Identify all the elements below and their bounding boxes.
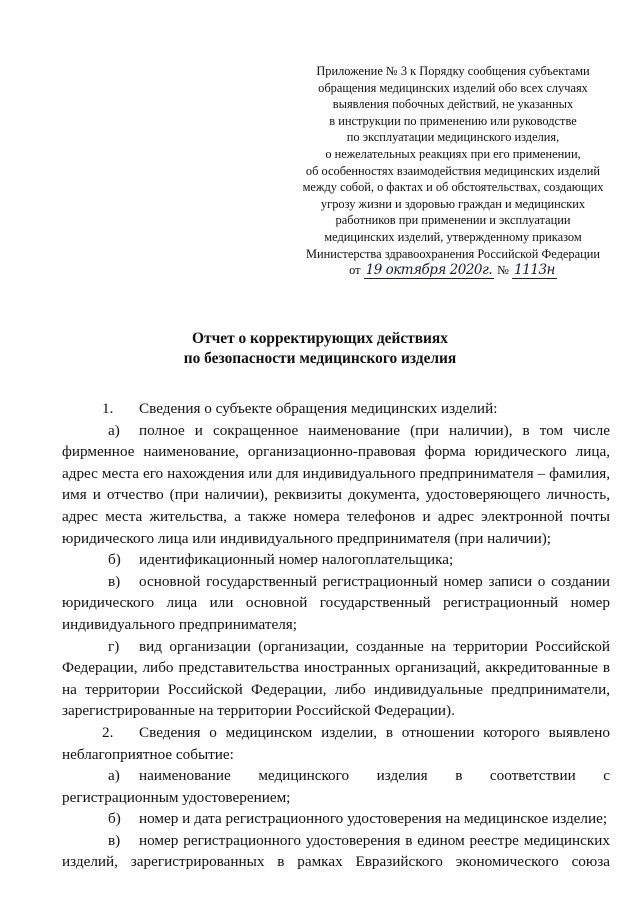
item-text: наименование медицинского изделия в соответствии с регистрационным удостоверением; bbox=[62, 767, 610, 806]
item-label: а) bbox=[108, 421, 120, 439]
item-1g bbox=[62, 636, 610, 722]
section-text: Сведения о медицинском изделии, в отношении которого выявлено неблагоприятное событие: bbox=[62, 723, 610, 763]
section-number: 1. bbox=[102, 400, 114, 417]
report-body bbox=[62, 398, 610, 873]
handwritten-number: 1113н bbox=[514, 262, 555, 279]
title-line-1: Отчет о корректирующих действиях bbox=[192, 330, 448, 347]
section-text: Сведения о субъекте обращения медицинских изделий: bbox=[139, 400, 498, 417]
item-label: а) bbox=[108, 767, 120, 785]
section-number: 2. bbox=[102, 723, 114, 741]
item-text: идентификационный номер налогоплательщика; bbox=[139, 551, 454, 569]
annex-line: обращения медицинских изделий обо всех случаях bbox=[318, 80, 588, 95]
item-1v bbox=[62, 571, 610, 636]
annex-line: между собой, о фактах и об обстоятельствах, создающих bbox=[302, 180, 604, 195]
annex-line: медицинских изделий, утвержденному приказом bbox=[324, 229, 582, 244]
item-1b bbox=[62, 549, 610, 571]
handwritten-date: 19 октября 2020г. bbox=[365, 262, 493, 279]
item-text: номер регистрационного удостоверения в едином реестре медицинских изделий, зарегистрированных в рамках Евразийского экономического союза bbox=[62, 831, 610, 871]
date-prefix: от bbox=[349, 263, 361, 278]
annex-line: угрозу жизни и здоровью граждан и медицинских bbox=[320, 196, 586, 211]
annex-line: об особенностях взаимодействия медицинских изделий bbox=[305, 163, 601, 178]
annex-line: в инструкции по применению или руководстве bbox=[329, 113, 577, 128]
item-label: в) bbox=[108, 831, 121, 849]
item-2a bbox=[62, 765, 610, 808]
item-label: б) bbox=[108, 551, 121, 569]
item-text: основной государственный регистрационный номер записи о создании юридического лица или основной государственный регистрационный номер индивидуального предпринимателя; bbox=[62, 572, 610, 633]
annex-header bbox=[292, 63, 614, 279]
annex-line: Приложение № 3 к Порядку сообщения субъектами bbox=[316, 64, 590, 78]
report-title bbox=[0, 329, 640, 368]
annex-line: Министерства здравоохранения Российской Федерации bbox=[306, 246, 600, 261]
annex-line: о нежелательных реакциях при его применении, bbox=[325, 146, 581, 161]
annex-line: по эксплуатации медицинского изделия, bbox=[346, 130, 560, 145]
item-label: б) bbox=[108, 810, 121, 828]
item-text: полное и сокращенное наименование (при наличии), в том числе фирменное наименование, организационно-правовая форма юридического лица, адрес места его нахождения или для индивидуального предпринимателя – фамилия, имя и отчество (при наличии), реквизиты документа, удостоверяющего личность, адрес места жительства, а также номера телефонов и адрес электронной почты юридического лица или индивидуального предпринимателя (при наличии); bbox=[62, 421, 610, 547]
title-line-2: по безопасности медицинского изделия bbox=[183, 349, 457, 367]
number-prefix: № bbox=[497, 263, 510, 278]
annex-line: выявления побочных действий, не указанных bbox=[332, 97, 574, 112]
item-label: в) bbox=[108, 572, 121, 590]
item-2b bbox=[62, 808, 610, 830]
section-1 bbox=[62, 398, 610, 420]
section-2 bbox=[62, 722, 610, 765]
item-text: вид организации (организации, созданные на территории Российской Федерации, либо представительства иностранных организаций, аккредитованные в на территории Российской Федерации, либо индивидуальные предприниматели, зарегистрированные на территории Российской Федерации). bbox=[62, 637, 610, 720]
order-date-number bbox=[292, 262, 614, 279]
item-1a bbox=[62, 420, 610, 550]
annex-line: работников при применении и эксплуатации bbox=[335, 213, 571, 228]
item-2v bbox=[62, 830, 610, 873]
item-label: г) bbox=[108, 637, 120, 655]
item-text: номер и дата регистрационного удостоверения на медицинское изделие; bbox=[139, 810, 608, 828]
